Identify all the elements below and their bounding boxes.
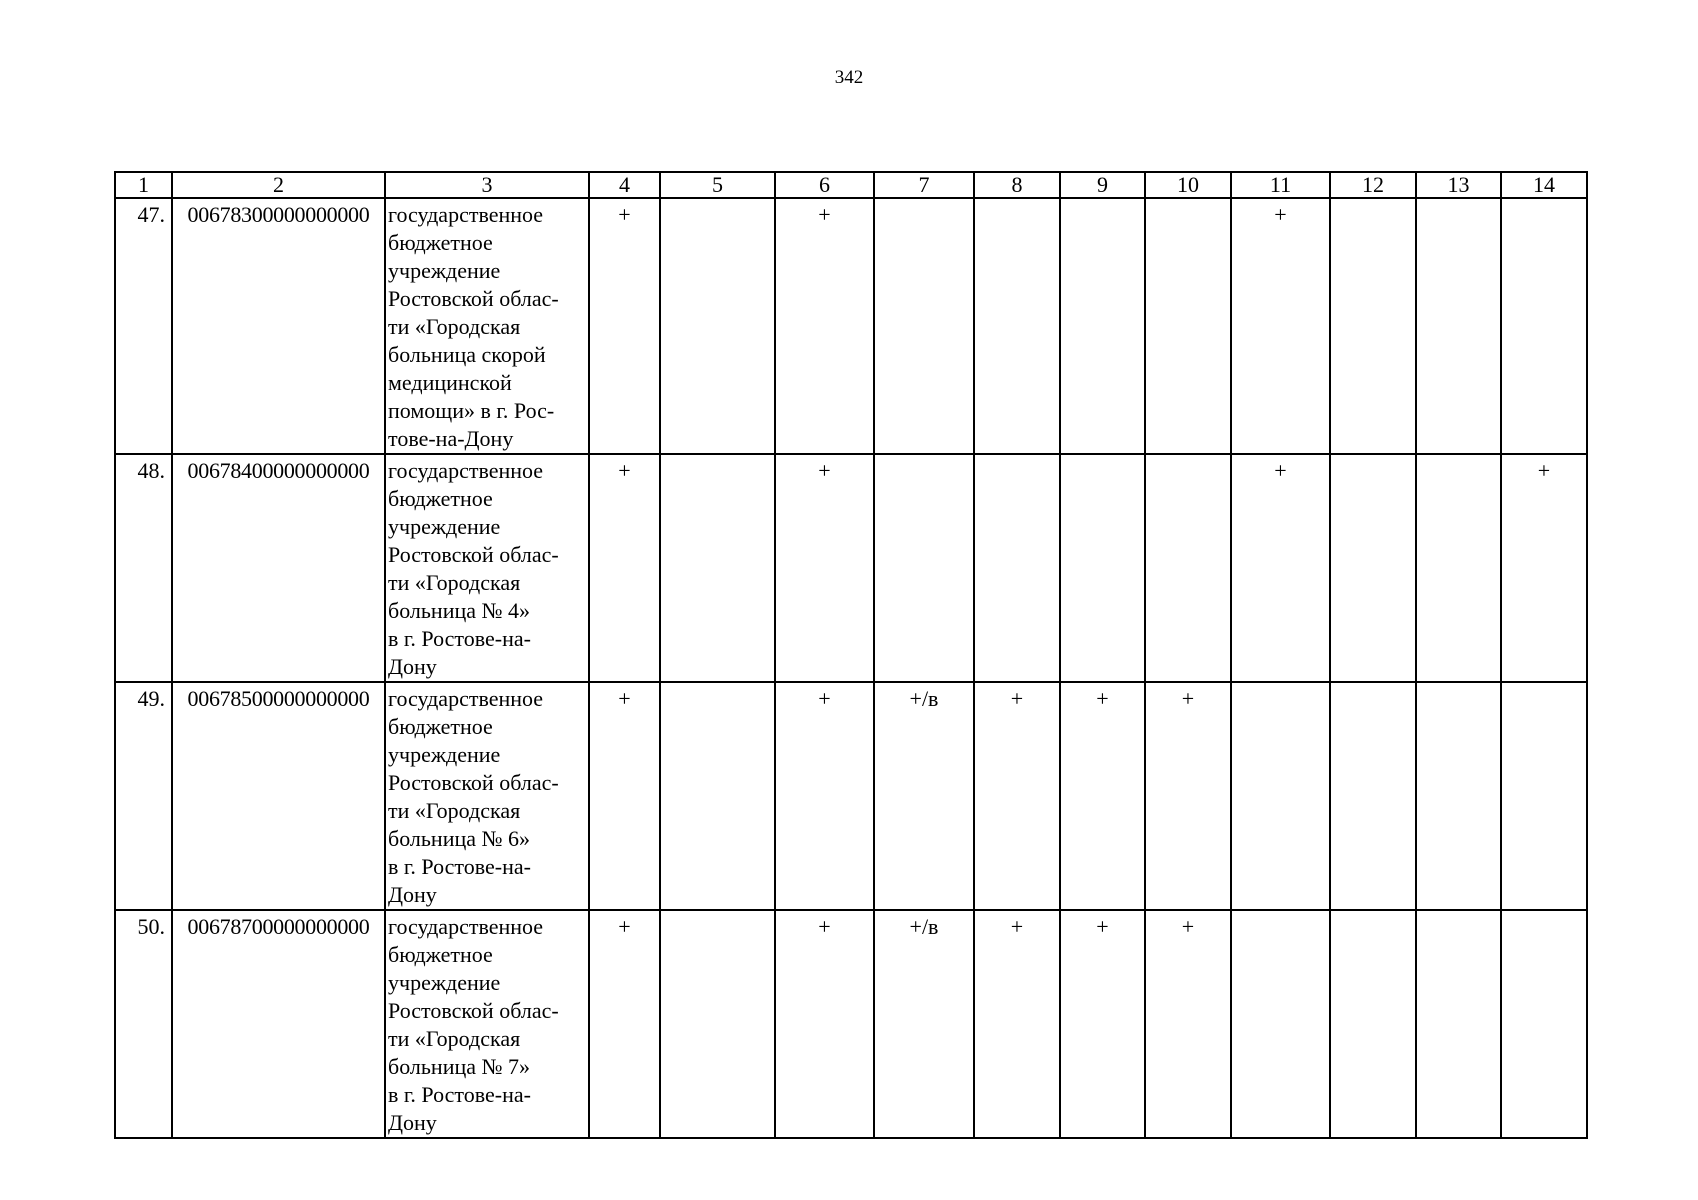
row-mark-col5	[660, 682, 775, 910]
column-header-10: 10	[1145, 172, 1231, 198]
row-mark-col14	[1501, 198, 1587, 454]
table-row	[115, 454, 1587, 682]
row-mark-col12	[1330, 198, 1416, 454]
row-mark-col13	[1416, 682, 1501, 910]
table-row	[115, 682, 1587, 910]
row-institution-name: государственное бюджетное учреждение Ростовской облас- ти «Городская больница скорой медицинской помощи» в г. Рос- тове-на-Дону	[385, 198, 589, 454]
column-header-3: 3	[385, 172, 589, 198]
row-mark-col11: +	[1231, 198, 1330, 454]
column-header-6: 6	[775, 172, 874, 198]
row-code: 00678500000000000	[172, 682, 385, 910]
column-header-4: 4	[589, 172, 660, 198]
header-row	[115, 172, 1587, 198]
column-header-2: 2	[172, 172, 385, 198]
row-mark-col13	[1416, 198, 1501, 454]
page-number: 342	[834, 67, 864, 88]
row-mark-col5	[660, 198, 775, 454]
row-code: 00678700000000000	[172, 910, 385, 1138]
row-mark-col6: +	[775, 910, 874, 1138]
row-mark-col14	[1501, 910, 1587, 1138]
row-mark-col7	[874, 198, 974, 454]
row-mark-col4: +	[589, 454, 660, 682]
row-number: 49.	[115, 682, 172, 910]
row-mark-col12	[1330, 910, 1416, 1138]
column-header-1: 1	[115, 172, 172, 198]
row-mark-col4: +	[589, 198, 660, 454]
row-mark-col7: +/в	[874, 910, 974, 1138]
row-mark-col11: +	[1231, 454, 1330, 682]
row-mark-col12	[1330, 454, 1416, 682]
row-mark-col6: +	[775, 682, 874, 910]
row-mark-col8	[974, 454, 1060, 682]
row-number: 50.	[115, 910, 172, 1138]
row-mark-col6: +	[775, 198, 874, 454]
row-mark-col4: +	[589, 910, 660, 1138]
row-code: 00678300000000000	[172, 198, 385, 454]
column-header-7: 7	[874, 172, 974, 198]
row-mark-col7	[874, 454, 974, 682]
row-mark-col5	[660, 910, 775, 1138]
table-row	[115, 198, 1587, 454]
column-header-11: 11	[1231, 172, 1330, 198]
row-mark-col8: +	[974, 682, 1060, 910]
row-mark-col10: +	[1145, 910, 1231, 1138]
table-header	[115, 172, 1587, 198]
row-institution-name: государственное бюджетное учреждение Ростовской облас- ти «Городская больница № 4» в г. Ростове-на- Дону	[385, 454, 589, 682]
row-mark-col12	[1330, 682, 1416, 910]
row-mark-col4: +	[589, 682, 660, 910]
column-header-14: 14	[1501, 172, 1587, 198]
row-code: 00678400000000000	[172, 454, 385, 682]
row-mark-col6: +	[775, 454, 874, 682]
row-mark-col7: +/в	[874, 682, 974, 910]
row-mark-col13	[1416, 910, 1501, 1138]
table-body	[115, 198, 1587, 1138]
row-mark-col5	[660, 454, 775, 682]
row-mark-col8	[974, 198, 1060, 454]
column-header-12: 12	[1330, 172, 1416, 198]
column-header-13: 13	[1416, 172, 1501, 198]
row-mark-col11	[1231, 682, 1330, 910]
column-header-5: 5	[660, 172, 775, 198]
row-mark-col14: +	[1501, 454, 1587, 682]
row-mark-col9: +	[1060, 682, 1145, 910]
row-mark-col10	[1145, 198, 1231, 454]
table-row	[115, 910, 1587, 1138]
row-institution-name: государственное бюджетное учреждение Ростовской облас- ти «Городская больница № 6» в г. Ростове-на- Дону	[385, 682, 589, 910]
row-institution-name: государственное бюджетное учреждение Ростовской облас- ти «Городская больница № 7» в г. Ростове-на- Дону	[385, 910, 589, 1138]
row-mark-col14	[1501, 682, 1587, 910]
row-mark-col9: +	[1060, 910, 1145, 1138]
row-mark-col11	[1231, 910, 1330, 1138]
row-mark-col9	[1060, 454, 1145, 682]
column-header-9: 9	[1060, 172, 1145, 198]
row-number: 47.	[115, 198, 172, 454]
row-mark-col13	[1416, 454, 1501, 682]
registry-table	[114, 171, 1588, 1139]
row-mark-col9	[1060, 198, 1145, 454]
row-mark-col10: +	[1145, 682, 1231, 910]
column-header-8: 8	[974, 172, 1060, 198]
row-mark-col8: +	[974, 910, 1060, 1138]
row-number: 48.	[115, 454, 172, 682]
row-mark-col10	[1145, 454, 1231, 682]
